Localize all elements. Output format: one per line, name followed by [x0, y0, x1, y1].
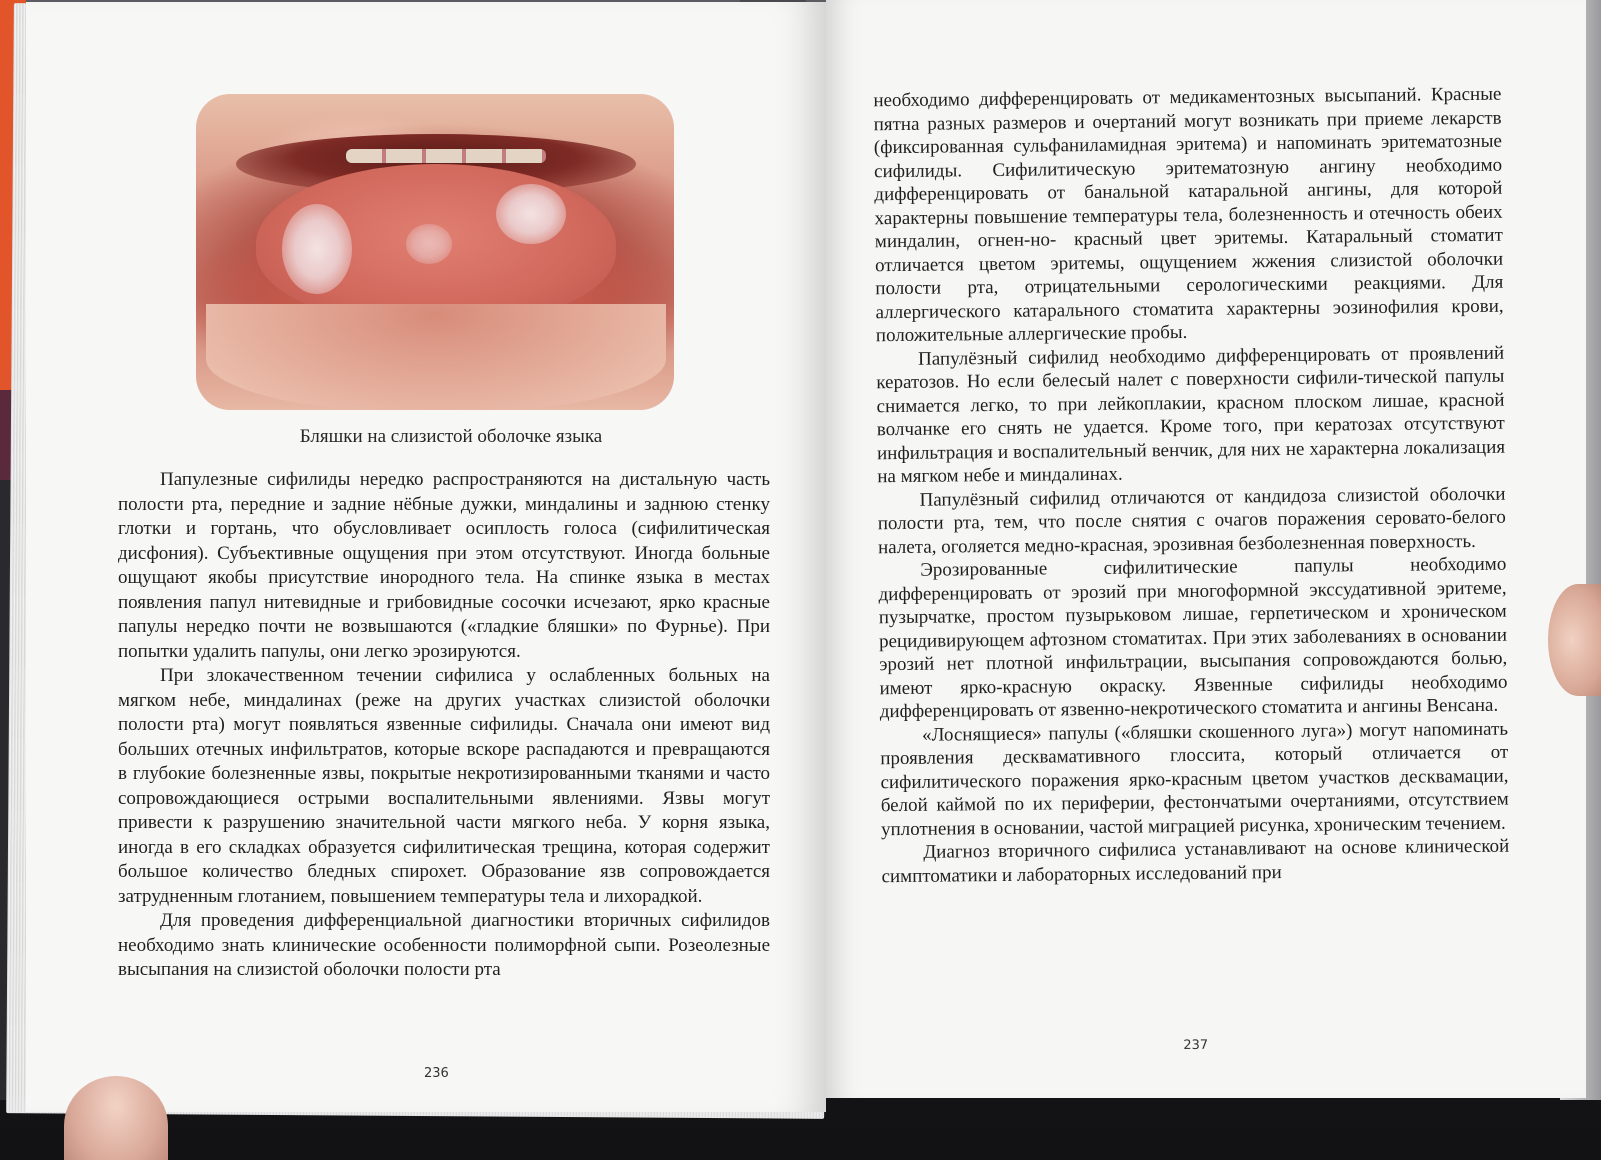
- page-number: 236: [424, 1066, 449, 1081]
- paragraph: Для проведения дифференциальной диагностики вторичных сифилидов необходимо знать клинические особенности полиморфной сыпи. Розеолезные высыпания на слизистой оболочки полости рта: [118, 910, 770, 980]
- figure-caption: Бляшки на слизистой оболочке языка: [299, 426, 603, 447]
- paragraph: Диагноз вторичного сифилиса устанавливают на основе клинической симптоматики и лабораторных исследований при: [881, 835, 1510, 887]
- paragraph: Эрозированные сифилитические папулы необходимо дифференцировать от эрозий при многоформной экссудативной эритеме, пузырчатке, простом пузырьковом лишае, герпетическом и хроническом рецидивирующем афтозном стоматитах. При этих заболеваниях в основании эрозий нет плотной инфильтрации, высыпания сопровождаются болью, имеют ярко-красную окраску. Язвенные сифилиды необходимо дифференцировать от язвенно-некротического стоматита и ангины Венсана.: [878, 553, 1508, 723]
- page-number: 237: [1183, 1037, 1209, 1054]
- plaque-right: [496, 184, 566, 244]
- plaque-center: [406, 224, 452, 264]
- paragraph: «Лоснящиеся» папулы («бляшки скошенного луга») могут напоминать проявления десквамативного глоссита, который отличается от сифилитического поражения ярко-красным цветом участков десквамации, белой каймой по их периферии, фестончатыми очертаниями, отсутствием уплотнения в основании, частой миграцией рисунка, хроническим течением.: [880, 718, 1509, 840]
- lower-lip: [206, 304, 666, 410]
- left-page: [26, 2, 826, 1112]
- paragraph: При злокачественном течении сифилиса у ослабленных больных на мягком небе, миндалинах (реже на других участках слизистой оболочки полости рта) могут появляться язвенные сифилиды. Сначала они имеют вид больших отечных инфильтратов, которые вскоре распадаются и превращаются в глубокие болезненные язвы, покрытые некротизированными тканями и часто сопровождающиеся острыми воспалительными явлениями. Язвы могут привести к разрушению значительной части мягкого неба. У корня языка, иногда в его складках образуется сифилитическая трещина, которая содержит большое количество бледных спирохет. Образование язв сопровождается затрудненным глотанием, повышением температуры тела и лихорадкой.: [118, 665, 770, 907]
- paragraph: Папулёзный сифилид необходимо дифференцировать от проявлений кератозов. Но если белесый налет с поверхности сифили-тической папулы снимается легко, то при лейкоплакии, красном плоском лишае, красной волчанке его снять не удается. Кроме того, при кератозах отсутствуют инфильтрация и воспалительный венчик, для них не характерна локализация на мягком небе и миндалинах.: [876, 342, 1506, 488]
- mouth-photo: [196, 94, 674, 410]
- left-page-body: [118, 468, 770, 983]
- paragraph: необходимо дифференцировать от медикаментозных высыпаний. Красные пятна разных размеров и очертаний могут возникать при приеме лекарств (фиксированная сульфаниламидная эритема) и напоминать эритематозные сифилиды. Сифилитическую эритематозную ангину необходимо дифференцировать от банальной катаральной ангины, для которой характерны повышение температуры тела, болезненность и отечность обеих миндалин, огнен-но- красный цвет эритемы. Катаральный стоматит отличается цветом эритемы, ощущением жжения слизистой оболочки полости рта, отрицательными серологическими реакциями. Для аллергического катарального стоматита характерны эозинофилия крови, положительные аллергические пробы.: [873, 83, 1504, 347]
- finger: [1548, 584, 1601, 696]
- right-page-body: [873, 83, 1509, 889]
- paragraph: Папулезные сифилиды нередко распространяются на дистальную часть полости рта, передние и задние нёбные дужки, миндалины и заднюю стенку глотки и гортань, что обусловливает осиплость голоса (сифилитическая дисфония). Субъективные ощущения при этом отсутствуют. Иногда больные ощущают якобы присутствие инородного тела. На спинке языка в местах появления папул нитевидные и грибовидные сосочки исчезают, ярко красные папулы нередко почти не возвышаются («гладкие бляшки» по Фурнье). При попытки удалить папулы, они легко эрозируются.: [118, 469, 770, 662]
- right-page: [826, 0, 1586, 1098]
- plaque-left: [282, 204, 352, 294]
- teeth: [346, 149, 546, 163]
- paragraph: Папулёзный сифилид отличаются от кандидоза слизистой оболочки полости рта, тем, что после снятия с очагов поражения серовато-белого налета, оголяется медно-красная, эрозивная безболезненная поверхность.: [877, 483, 1506, 558]
